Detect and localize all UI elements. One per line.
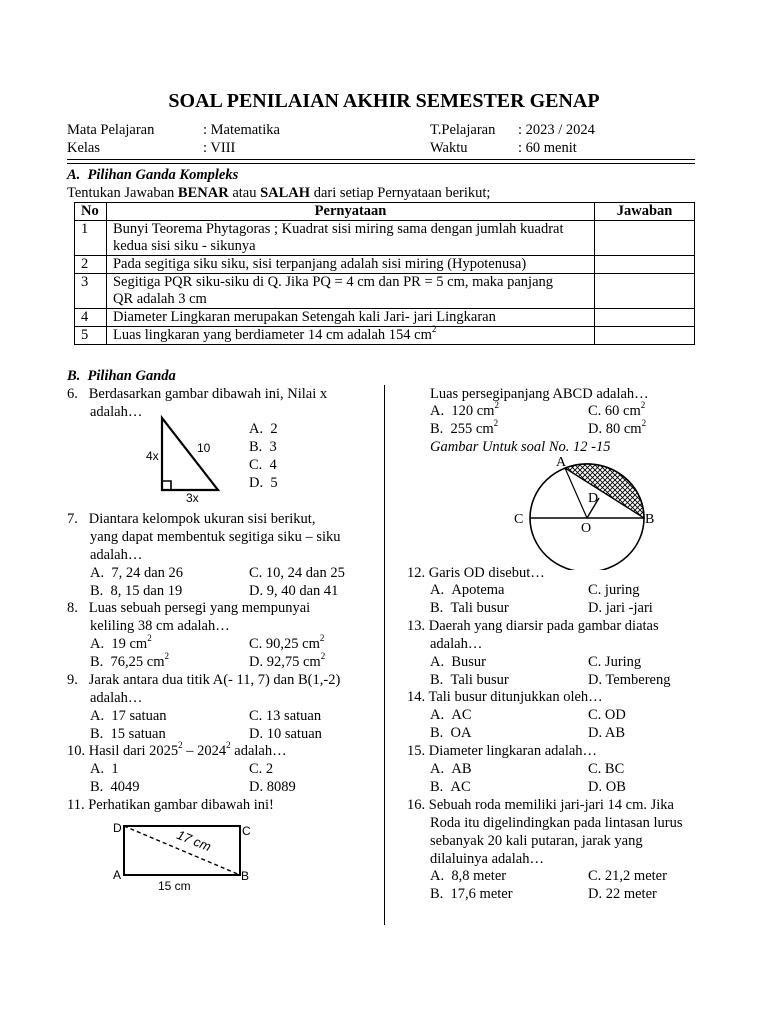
- q10-option-a[interactable]: A. 1: [90, 761, 119, 777]
- q6-fig-base: 3x: [186, 491, 199, 505]
- row-no: 4: [75, 309, 107, 327]
- q16-option-d[interactable]: D. 22 meter: [588, 886, 657, 902]
- q10-option-d[interactable]: D. 8089: [249, 779, 296, 795]
- answer-cell[interactable]: [595, 256, 695, 274]
- q12-option-c[interactable]: C. juring: [588, 582, 640, 598]
- row-statement: Bunyi Teorema Phytagoras ; Kuadrat sisi miring sama dengan jumlah kuadrat kedua sisi siku - sikunya: [106, 221, 594, 256]
- q6-option-d[interactable]: D. 5: [249, 475, 278, 491]
- row-no: 2: [75, 256, 107, 274]
- q13-option-c[interactable]: C. Juring: [588, 654, 642, 670]
- answer-cell[interactable]: [595, 309, 695, 327]
- q11-fig-diag: 17 cm: [174, 827, 214, 855]
- q15-text: 15. Diameter lingkaran adalah…: [407, 743, 598, 759]
- q6-fig-side: 4x: [146, 449, 159, 463]
- statement-table: [74, 202, 695, 345]
- q11-text-2: Luas persegipanjang ABCD adalah…: [430, 386, 649, 402]
- mapel-label: Mata Pelajaran: [67, 122, 155, 138]
- mapel-value: : Matematika: [203, 122, 280, 138]
- q12-option-b[interactable]: B. Tali busur: [430, 600, 509, 616]
- q16-option-a[interactable]: A. 8,8 meter: [430, 868, 507, 884]
- col-jawaban: Jawaban: [595, 203, 695, 221]
- q14-option-d[interactable]: D. AB: [588, 725, 626, 741]
- q11-option-a[interactable]: A. 120 $cm^2$: [430, 400, 499, 419]
- q12-option-d[interactable]: D. jari -jari: [588, 600, 653, 616]
- q11-text-1: 11. Perhatikan gambar dibawah ini!: [67, 797, 274, 813]
- q11-option-b[interactable]: B. 255 $cm^2$: [430, 418, 499, 437]
- figure-caption: Gambar Untuk soal No. 12 -15: [430, 439, 611, 455]
- q6-text-1: 6. Berdasarkan gambar dibawah ini, Nilai x: [67, 386, 328, 402]
- page-title: SOAL PENILAIAN AKHIR SEMESTER GENAP: [168, 90, 600, 112]
- table-header-row: [75, 203, 695, 221]
- q14-option-b[interactable]: B. OA: [430, 725, 472, 741]
- q11-fig-base: 15 cm: [158, 879, 191, 893]
- q7-text-1: 7. Diantara kelompok ukuran sisi berikut,: [67, 511, 316, 527]
- q11-option-d[interactable]: D. 80 $cm^2$: [588, 418, 647, 437]
- table-row: [75, 221, 695, 256]
- waktu-label: Waktu: [430, 140, 468, 156]
- answer-cell[interactable]: [595, 221, 695, 256]
- q11-fig-b: B: [241, 869, 250, 883]
- q6-triangle-figure: [140, 410, 250, 505]
- q13-text-2: adalah…: [430, 636, 483, 652]
- waktu-value: : 60 menit: [518, 140, 577, 156]
- q12-option-a[interactable]: A. Apotema: [430, 582, 505, 598]
- q13-option-a[interactable]: A. Busur: [430, 654, 486, 670]
- q8-option-d[interactable]: D. 92,75 $cm^2$: [249, 651, 326, 670]
- q16-text-2: Roda itu digelindingkan pada lintasan lurus: [430, 815, 683, 831]
- circle-label-d: D: [588, 491, 599, 506]
- kelas-value: : VIII: [203, 140, 236, 156]
- q7-text-3: adalah…: [90, 547, 143, 563]
- q7-option-d[interactable]: D. 9, 40 dan 41: [249, 583, 339, 599]
- q11-rectangle-figure: [110, 818, 260, 894]
- row-statement: Pada segitiga siku siku, sisi terpanjang adalah sisi miring (Hypotenusa): [106, 256, 594, 274]
- q7-option-a[interactable]: A. 7, 24 dan 26: [90, 565, 184, 581]
- q7-option-b[interactable]: B. 8, 15 dan 19: [90, 583, 183, 599]
- q10-option-c[interactable]: C. 2: [249, 761, 274, 777]
- q11-option-c[interactable]: C. 60 $cm^2$: [588, 400, 646, 419]
- q8-text-1: 8. Luas sebuah persegi yang mempunyai: [67, 600, 311, 616]
- q14-text: 14. Tali busur ditunjukkan oleh…: [407, 689, 603, 705]
- q6-option-c[interactable]: C. 4: [249, 457, 277, 473]
- q6-option-a[interactable]: A. 2: [249, 421, 278, 437]
- q9-option-b[interactable]: B. 15 satuan: [90, 726, 166, 742]
- tp-label: T.Pelajaran: [430, 122, 496, 138]
- q16-option-c[interactable]: C. 21,2 meter: [588, 868, 667, 884]
- q6-fig-hyp: 10: [197, 441, 211, 455]
- circle-label-a: A: [556, 455, 567, 470]
- circle-figure: [505, 450, 670, 570]
- header-rule-bottom: [67, 163, 695, 164]
- q15-option-a[interactable]: A. AB: [430, 761, 472, 777]
- q9-option-d[interactable]: D. 10 satuan: [249, 726, 322, 742]
- section-a-instruction: Tentukan Jawaban BENAR atau SALAH dari setiap Pernyataan berikut;: [67, 185, 491, 201]
- circle-label-o: O: [581, 521, 592, 536]
- section-b-heading: B. Pilihan Ganda: [67, 368, 176, 384]
- row-no: 5: [75, 327, 107, 345]
- q6-option-b[interactable]: B. 3: [249, 439, 277, 455]
- shaded-segment: [565, 464, 644, 518]
- q16-text-1: 16. Sebuah roda memiliki jari-jari 14 cm. Jika: [407, 797, 674, 813]
- q16-option-b[interactable]: B. 17,6 meter: [430, 886, 513, 902]
- q9-option-c[interactable]: C. 13 satuan: [249, 708, 322, 724]
- q16-text-3: sebanyak 20 kali putaran, jarak yang: [430, 833, 643, 849]
- header-rule-top: [67, 159, 695, 160]
- answer-cell[interactable]: [595, 274, 695, 309]
- q8-option-c[interactable]: C. 90,25 $cm^2$: [249, 633, 325, 652]
- q6-text-2: adalah…: [90, 404, 143, 420]
- q11-fig-d: D: [113, 821, 122, 835]
- q13-option-b[interactable]: B. Tali busur: [430, 672, 509, 688]
- q16-text-4: dilaluinya adalah…: [430, 851, 544, 867]
- row-statement: Luas lingkaran yang berdiameter 14 cm adalah 154 $cm^2$: [106, 327, 594, 345]
- column-divider: [384, 385, 385, 925]
- q11-fig-a: A: [113, 868, 122, 882]
- tp-value: : 2023 / 2024: [518, 122, 595, 138]
- answer-cell[interactable]: [595, 327, 695, 345]
- q11-fig-c: C: [242, 824, 251, 838]
- q15-option-c[interactable]: C. BC: [588, 761, 625, 777]
- q7-text-2: yang dapat membentuk segitiga siku – siku: [90, 529, 341, 545]
- q10-text: 10. Hasil dari 2025$^2$ – 2024$^2$ adalah…: [67, 740, 287, 759]
- q8-option-b[interactable]: B. 76,25 $cm^2$: [90, 651, 170, 670]
- q8-option-a[interactable]: A. 19 $cm^2$: [90, 633, 152, 652]
- table-row: [75, 274, 695, 309]
- q9-text-2: adalah…: [90, 690, 143, 706]
- table-row: [75, 327, 695, 345]
- kelas-label: Kelas: [67, 140, 101, 156]
- table-row: [75, 309, 695, 327]
- q9-option-a[interactable]: A. 17 satuan: [90, 708, 167, 724]
- q15-option-d[interactable]: D. OB: [588, 779, 626, 795]
- row-no: 1: [75, 221, 107, 256]
- q14-option-a[interactable]: A. AC: [430, 707, 472, 723]
- col-pernyataan: Pernyataan: [106, 203, 594, 221]
- q8-text-2: keliling 38 cm adalah…: [90, 618, 230, 634]
- q9-text-1: 9. Jarak antara dua titik A(- 11, 7) dan B(1,-2): [67, 672, 341, 688]
- circle-label-b: B: [645, 512, 655, 527]
- col-no: No: [75, 203, 107, 221]
- q15-option-b[interactable]: B. AC: [430, 779, 471, 795]
- q7-option-c[interactable]: C. 10, 24 dan 25: [249, 565, 345, 581]
- section-a-heading: A. Pilihan Ganda Kompleks: [67, 167, 239, 183]
- q13-text-1: 13. Daerah yang diarsir pada gambar diatas: [407, 618, 659, 634]
- table-row: [75, 256, 695, 274]
- q12-text: 12. Garis OD disebut…: [407, 565, 545, 581]
- q13-option-d[interactable]: D. Tembereng: [588, 672, 671, 688]
- row-statement: Diameter Lingkaran merupakan Setengah kali Jari- jari Lingkaran: [106, 309, 594, 327]
- q10-option-b[interactable]: B. 4049: [90, 779, 140, 795]
- q14-option-c[interactable]: C. OD: [588, 707, 626, 723]
- row-no: 3: [75, 274, 107, 309]
- circle-label-c: C: [514, 512, 524, 527]
- row-statement: Segitiga PQR siku-siku di Q. Jika PQ = 4 cm dan PR = 5 cm, maka panjang QR adalah 3 cm: [106, 274, 594, 309]
- right-angle-mark: [162, 481, 171, 490]
